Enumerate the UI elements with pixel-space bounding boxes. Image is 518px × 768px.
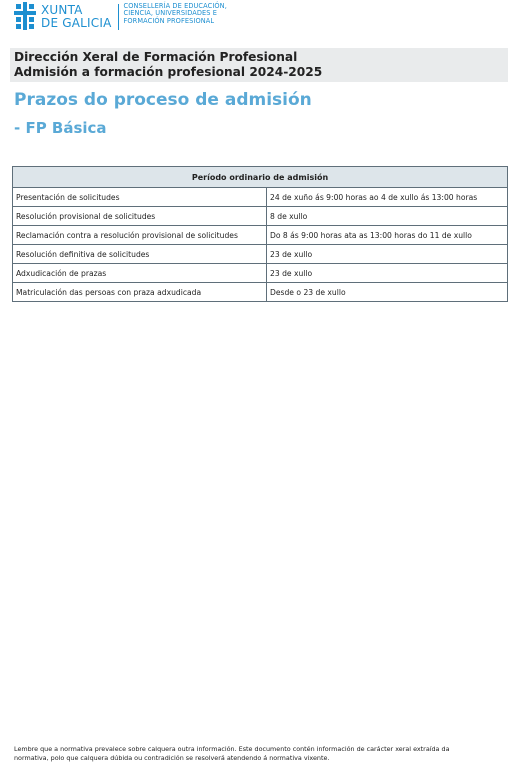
department-name bbox=[124, 3, 227, 25]
stage-cell: Resolución definitiva de solicitudes bbox=[13, 245, 267, 264]
xunta-logo-icon bbox=[14, 2, 36, 30]
date-cell: 24 de xuño ás 9:00 horas ao 4 de xullo ás 13:00 horas bbox=[267, 188, 508, 207]
table-header-row bbox=[13, 167, 508, 188]
date-cell: 23 de xullo bbox=[267, 245, 508, 264]
organization-line-1: Dirección Xeral de Formación Profesional bbox=[14, 50, 298, 64]
date-cell: 23 de xullo bbox=[267, 264, 508, 283]
organization-line-2: Admisión a formación profesional 2024-2025 bbox=[14, 65, 323, 79]
organization-title bbox=[14, 50, 322, 80]
brand-line-1: XUNTA bbox=[41, 3, 83, 17]
stage-cell: Resolución provisional de solicitudes bbox=[13, 207, 267, 226]
disclaimer-line-2: normativa, polo que calquera dúbida ou contradición se resolverá atendendo á normativa vixente. bbox=[14, 754, 330, 762]
table-row bbox=[13, 283, 508, 302]
table-row bbox=[13, 264, 508, 283]
admission-deadlines-table bbox=[12, 166, 508, 302]
table-row bbox=[13, 188, 508, 207]
department-line-3: FORMACIÓN PROFESIONAL bbox=[123, 16, 215, 25]
disclaimer-footer bbox=[14, 745, 508, 763]
brand-divider bbox=[118, 4, 119, 30]
table-row bbox=[13, 245, 508, 264]
date-cell: Desde o 23 de xullo bbox=[267, 283, 508, 302]
department-line-1: CONSELLERÍA DE EDUCACIÓN, bbox=[123, 2, 227, 10]
date-cell: 8 de xullo bbox=[267, 207, 508, 226]
table-header: Período ordinario de admisión bbox=[13, 167, 508, 188]
page-title: Prazos do proceso de admisión bbox=[14, 90, 312, 110]
page-header bbox=[14, 2, 227, 32]
table-row bbox=[13, 226, 508, 245]
stage-cell: Matriculación das persoas con praza adxudicada bbox=[13, 283, 267, 302]
stage-cell: Adxudicación de prazas bbox=[13, 264, 267, 283]
stage-cell: Presentación de solicitudes bbox=[13, 188, 267, 207]
date-cell: Do 8 ás 9:00 horas ata as 13:00 horas do 11 de xullo bbox=[267, 226, 508, 245]
stage-cell: Reclamación contra a resolución provisional de solicitudes bbox=[13, 226, 267, 245]
brand-name bbox=[41, 4, 112, 30]
department-line-2: CIENCIA, UNIVERSIDADES E bbox=[123, 9, 218, 18]
brand-line-2: DE GALICIA bbox=[41, 16, 112, 30]
table-row bbox=[13, 207, 508, 226]
page-subtitle: - FP Básica bbox=[14, 119, 107, 137]
disclaimer-line-1: Lembre que a normativa prevalece sobre calquera outra información. Este documento contén información de carácter xeral extraída da bbox=[14, 745, 450, 753]
